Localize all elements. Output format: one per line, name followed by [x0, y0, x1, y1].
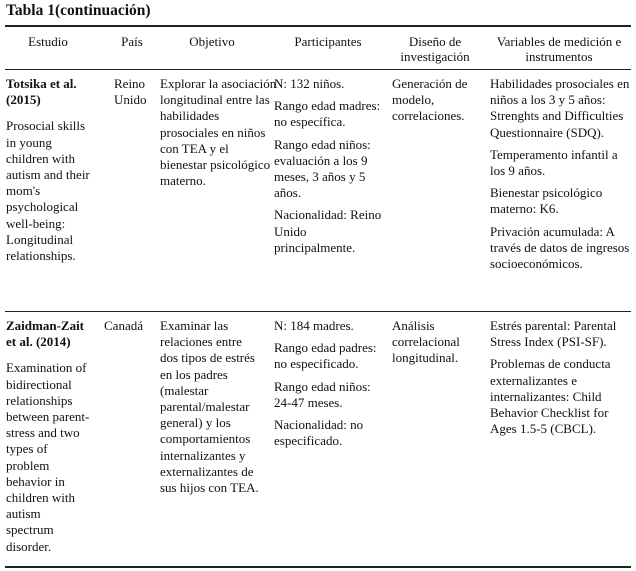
row-2-design: Análisis correlacional longitudinal. [392, 318, 460, 366]
row-1-participants-nacionalidad: Nacionalidad: Reino Unido principalmente. [274, 207, 382, 255]
table-title: Tabla 1(continuación) [6, 2, 151, 19]
row-1-study-title: Prosocial skills in young children with autism and their mom's psychological well-being: Longitudinal relationships. [6, 118, 90, 264]
row-1-variable-3: Bienestar psicológico materno: K6. [490, 185, 603, 217]
row-2-variable-2: Problemas de conducta externalizantes e internalizantes: Child Behavior Checklist for Ages 1.5-5 (CBCL). [490, 356, 611, 437]
row-2-objective: Examinar las relaciones entre dos tipos de estrés en los padres (malestar parental/malestar general) y los comportamientos internalizantes y externalizantes de sus hijos con TEA. [160, 318, 259, 496]
row-1-estudio [6, 76, 96, 264]
bottom-rule [5, 566, 631, 568]
header-variables: Variables de medición e instrumentos [496, 34, 622, 64]
header-objetivo: Objetivo [189, 34, 235, 49]
header-pais: País [121, 34, 143, 49]
row-2-country: Canadá [104, 318, 143, 333]
row-2-author: Zaidman-Zait et al. (2014) [6, 318, 85, 350]
header-participantes: Participantes [294, 34, 362, 49]
row-1-author: Totsika et al. (2015) [6, 76, 77, 108]
row-1-variable-1: Habilidades prosociales en niños a los 3 y 5 años: Strenghts and Difficulties Questionnaire (SDQ). [490, 76, 630, 140]
row-2-participants [274, 318, 386, 449]
row-1-participants-n: N: 132 niños. [274, 76, 345, 91]
row-2-study-title: Examination of bidirectional relationships between parent-stress and two types of problem behavior in children with autism spectrum disorder. [6, 360, 90, 554]
header-diseno: Diseño de investigación [400, 34, 470, 64]
row-2-participants-n: N: 184 madres. [274, 318, 354, 333]
row-1-variable-4: Privación acumulada: A través de datos de ingresos socioeconómicos. [490, 223, 630, 272]
row-2-variable-1: Estrés parental: Parental Stress Index (PSI-SF). [490, 318, 617, 350]
row-2-participants-ninos: Rango edad niños: 24-47 meses. [274, 378, 371, 410]
row-2-participants-nacionalidad: Nacionalidad: no especificado. [274, 417, 364, 449]
row-1-participants-ninos: Rango edad niños: evaluación a los 9 meses, 3 años y 5 años. [274, 136, 371, 201]
header-estudio: Estudio [28, 34, 68, 49]
row-2-participants-padres: Rango edad padres: no especificado. [274, 340, 377, 372]
header-rule [5, 69, 631, 70]
row-2-variables [490, 318, 628, 437]
row-1-variables [490, 76, 630, 272]
row-1-participants [274, 76, 386, 256]
row-1-participants-madres: Rango edad madres: no específica. [274, 98, 381, 130]
row-1-objective: Explorar la asociación longitudinal entre las habilidades prosociales en niños con TEA y el bienestar psicológico materno. [160, 76, 277, 189]
row-1-country: Reino Unido [114, 76, 147, 108]
row-1-design: Generación de modelo, correlaciones. [392, 76, 468, 124]
top-rule [5, 25, 631, 27]
row-1-variable-2: Temperamento infantil a los 9 años. [490, 146, 618, 179]
row-2-estudio [6, 318, 96, 555]
row-divider [5, 311, 631, 312]
